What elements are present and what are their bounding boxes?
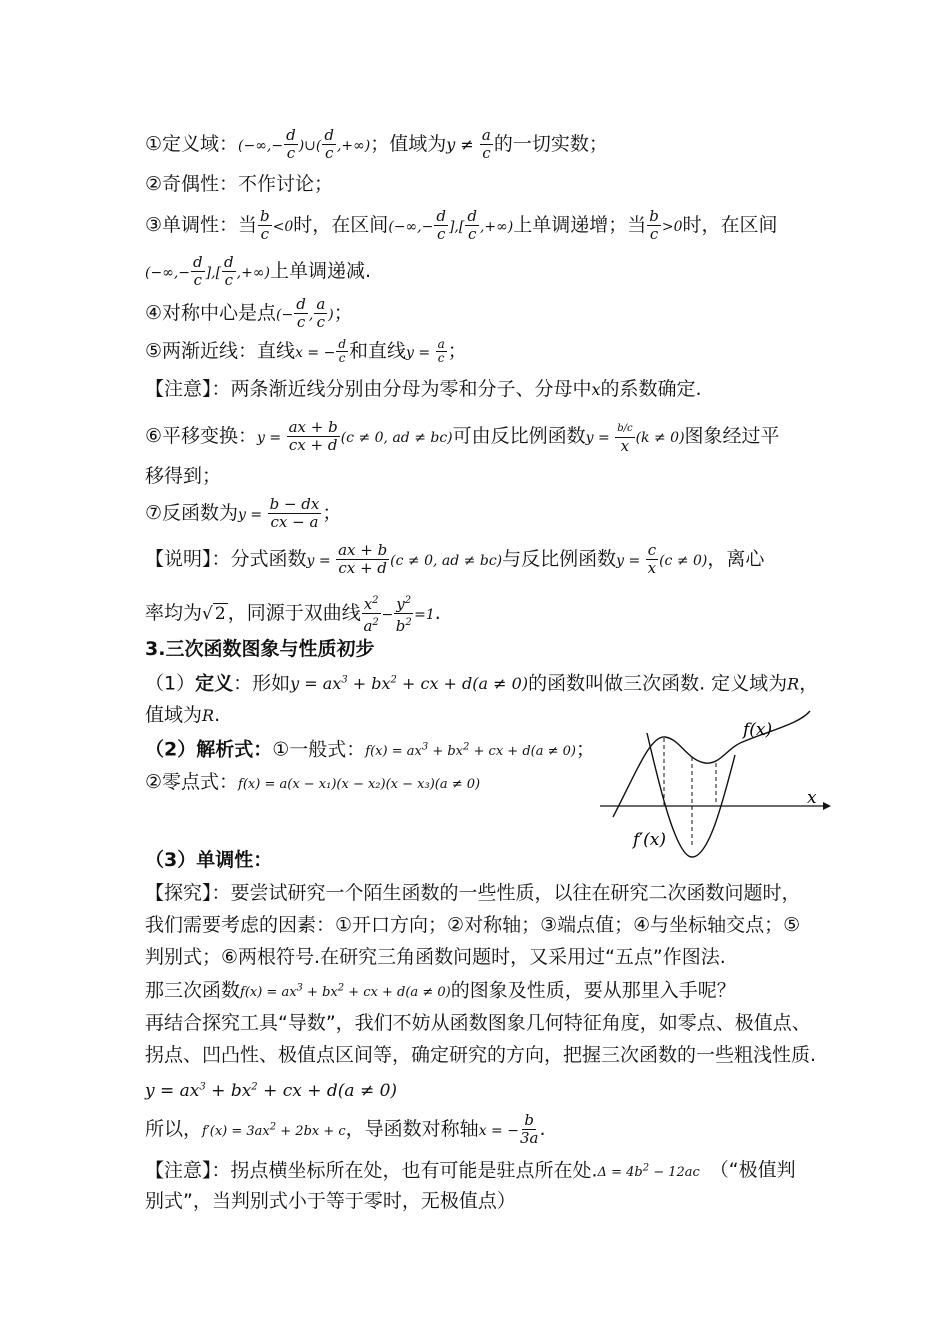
fprime-label: f′(x)	[633, 830, 667, 850]
center-line: ④对称中心是点(− $\frac{d}{c}$ , $\frac{a}{c}$ )；	[145, 295, 353, 331]
cubic-question: 那三次函数$f(x) = ax^3 + bx^2$ + cx + d(a ≠ 0)的图象及性质，要从那里入手呢？	[145, 979, 736, 1002]
analytic-line: （2）解析式：①一般式：$f(x) = ax^3 + bx^2$ + cx + d(a ≠ 0)；	[145, 738, 595, 761]
asymptote-line: ⑤两渐近线：直线x = − $\frac{d}{c}$ 和直线y = $\frac{a}{c}$ ；	[145, 337, 467, 365]
monotonic-line-2: (−∞,− $\frac{d}{c}$ ],[ $\frac{d}{c}$ ,+∞)上单调递减.	[145, 253, 371, 289]
eccentricity-line: 率均为√ 2 ，同源于双曲线 $\frac{x^2}{a^2}$ − $\frac{y^2}{b^2}$ =1.	[145, 592, 441, 635]
f-label: f(x)	[743, 720, 773, 740]
x-axis-arrow	[823, 802, 831, 810]
note-asymptote: 【注意】：两条渐近线分别由分母为零和分子、分母中x的系数确定.	[145, 378, 702, 400]
inverse-line: ⑦反函数为y = $\frac{b - dx}{cx - a}$ ；	[145, 495, 342, 531]
x-label: x	[807, 788, 817, 808]
explore-2: 我们需要考虑的因素：①开口方向；②对称轴；③端点值；④与坐标轴交点；⑤	[145, 914, 801, 936]
f-curve	[613, 711, 810, 817]
note-inflection: 【注意】：拐点横坐标所在处，也有可能是驻点所在处$.\Delta = 4b^2 - 12ac$ （“极值判	[145, 1159, 796, 1182]
monotonic3-line: （3）单调性：	[145, 849, 273, 871]
zero-form-line: ②零点式：f(x) = a(x − x₁)(x − x₂)(x − x₃)(a ≠ 0)	[145, 771, 481, 793]
tool-1: 再结合探究工具“导数”，我们不妨从函数图象几何特征角度，如零点、极值点、	[145, 1012, 811, 1034]
cubic-formula: $y = ax^3 + bx^2$ + cx + d(a ≠ 0)	[145, 1080, 398, 1101]
translation-line: ⑥平移变换：y = $\frac{ax + b}{cx + d}$ (c ≠ 0, ad ≠ bc)可由反比例函数y = $\frac{b/c}{x}$ (k ≠ 0)图象经过平	[145, 418, 780, 455]
translation-line-2: 移得到；	[145, 465, 222, 487]
definition-line: （1）定义：形如$y = ax^3 + bx^2$ + cx + d(a ≠ 0)的函数叫做三次函数. 定义域为R，	[145, 672, 819, 695]
domain-formula-a: (−∞,−	[238, 138, 284, 154]
domain-line: ①定义域：(−∞,− $\frac{d}{c}$ )∪( $\frac{d}{c}$ ,+∞)；值域为y ≠ $\frac{a}{c}$ 的一切实数；	[145, 126, 608, 162]
tool-2: 拐点、凹凸性、极值点区间等，确定研究的方向，把握三次函数的一些粗浅性质.	[145, 1044, 817, 1066]
range-line: 值域为R.	[145, 704, 221, 726]
explain-line: 【说明】：分式函数y = $\frac{ax + b}{cx + d}$ (c ≠ 0, ad ≠ bc)与反比例函数y = $\frac{c}{x}$ (c ≠ 0)，离心	[145, 541, 765, 577]
derivative-line: 所以，$f'(x) = 3ax^2 + 2bx + c$，导函数对称轴x = − $\frac{b}{3a}$ .	[145, 1111, 546, 1147]
explore-3: 判别式；⑥两根符号.在研究三角函数问题时，又采用过“五点”作图法.	[145, 946, 726, 968]
explore-1: 【探究】：要尝试研究一个陌生函数的一些性质，以往在研究二次函数问题时，	[145, 882, 801, 904]
monotonic-line: ③单调性：当 $\frac{b}{c}$ <0时，在区间(−∞,− $\frac{d}{c}$ ],[ $\frac{d}{c}$ ,+∞)上单调递增；当 $\frac{b}{c}$ >0时，在区间	[145, 207, 778, 243]
note-inflection-2: 别式”，当判别式小于等于零时，无极值点）	[145, 1190, 516, 1212]
parity-line: ②奇偶性：不作讨论；	[145, 173, 334, 195]
cubic-graph	[595, 705, 840, 870]
section-title: 3.三次函数图象与性质初步	[145, 638, 375, 660]
